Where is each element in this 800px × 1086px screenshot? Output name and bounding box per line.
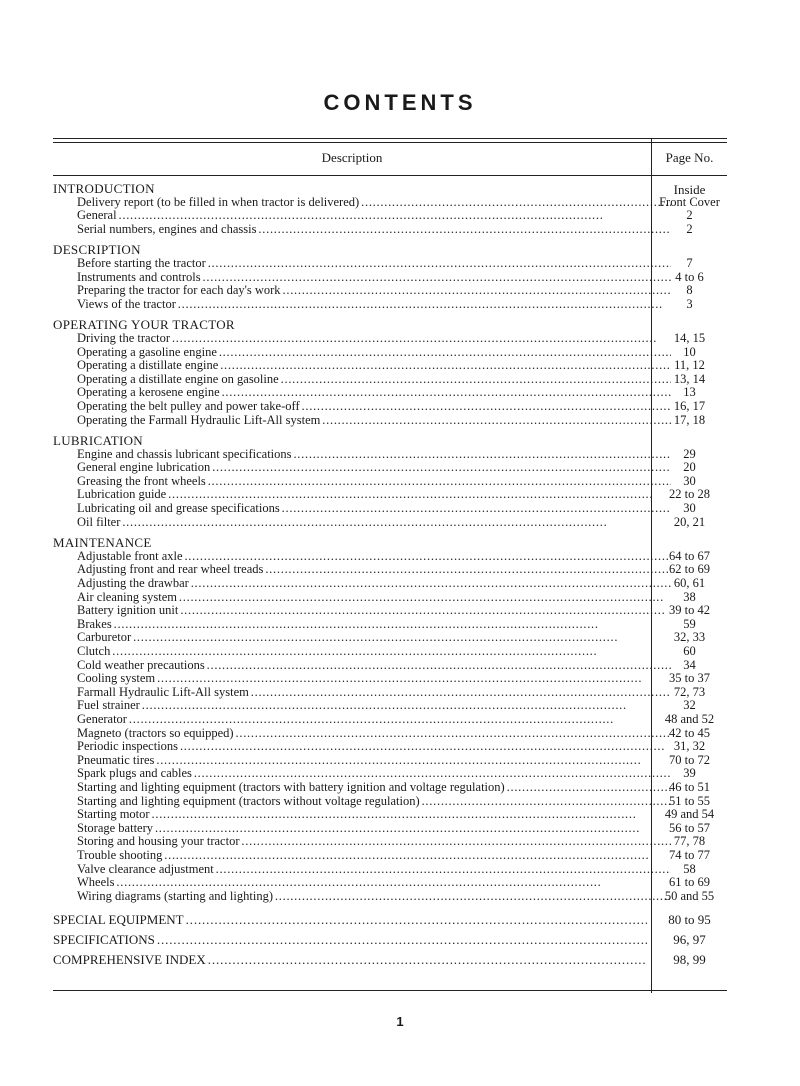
- toc-entry[interactable]: [53, 284, 727, 298]
- toc-entry-label: Pneumatic tires . . .: [53, 754, 671, 768]
- toc-entry[interactable]: [53, 767, 727, 781]
- toc-entry[interactable]: [53, 591, 727, 605]
- section-title: OPERATING YOUR TRACTOR: [53, 317, 235, 333]
- toc-entry-page: 62 to 69: [669, 562, 710, 577]
- toc-entry-page: 30: [683, 473, 696, 488]
- toc-entry-page: 38: [683, 589, 696, 604]
- toc-entry-label: Fuel strainer . . .: [53, 699, 671, 713]
- top-rule-1: [53, 138, 727, 139]
- toc-entry-label: Starting and lighting equipment (tractors without voltage regulation) . . .: [53, 795, 671, 809]
- toc-section-description: [53, 243, 727, 311]
- toc-entry-label: Oil filter . . .: [53, 516, 671, 530]
- toc-entry[interactable]: [53, 808, 727, 822]
- toc-entry-label: Greasing the front wheels . . .: [53, 475, 671, 489]
- toc-entry-page: 2: [686, 208, 693, 223]
- toc-top-entry-label: SPECIAL EQUIPMENT . . .: [53, 910, 647, 930]
- toc-entry-label: Trouble shooting . . .: [53, 849, 671, 863]
- toc-entry-page: 70 to 72: [669, 752, 710, 767]
- toc-entry-page: 32, 33: [673, 630, 706, 645]
- toc-entry[interactable]: [53, 373, 727, 387]
- toc-entry[interactable]: [53, 448, 727, 462]
- toc-top-entry-label: SPECIFICATIONS . . .: [53, 930, 647, 950]
- toc-entry-page: Front Cover: [659, 194, 720, 209]
- toc-entry-page: 29: [683, 446, 696, 461]
- toc-entry[interactable]: [53, 488, 727, 502]
- toc-top-entry[interactable]: [53, 950, 727, 970]
- toc-entry-page: 30: [683, 501, 696, 516]
- toc-entry[interactable]: [53, 332, 727, 346]
- bottom-rule: [53, 990, 727, 991]
- toc-entry-page: 49 and 54: [664, 807, 715, 822]
- toc-entry-page: 48 and 52: [664, 711, 715, 726]
- toc-entry-label: Engine and chassis lubricant specifications . . .: [53, 448, 671, 462]
- toc-entry[interactable]: [53, 740, 727, 754]
- toc-entry-page: 50 and 55: [664, 888, 715, 903]
- toc-entry[interactable]: [53, 890, 727, 904]
- toc-entry-label: Air cleaning system . . .: [53, 591, 671, 605]
- toc-entry-label: Storage battery . . .: [53, 822, 671, 836]
- section-heading-row: [53, 536, 727, 550]
- toc-entry-label: Operating a gasoline engine . . .: [53, 346, 671, 360]
- toc-entry-label: General . . .: [53, 209, 671, 223]
- toc-entry-label: Starting motor . . .: [53, 808, 671, 822]
- toc-section-operating-your-tractor: [53, 318, 727, 427]
- toc-entry[interactable]: [53, 461, 727, 475]
- toc-entry[interactable]: [53, 298, 727, 312]
- toc-entry-page: 60, 61: [673, 576, 706, 591]
- section-title: INTRODUCTION: [53, 181, 155, 196]
- toc-entry-label: Wheels . . .: [53, 876, 671, 890]
- toc-entry-page: 10: [683, 344, 696, 359]
- toc-entry-page: 42 to 45: [669, 725, 710, 740]
- toc-entry-label: Lubricating oil and grease specifications . . .: [53, 502, 671, 516]
- contents-table: [53, 138, 727, 993]
- toc-entry-label: Cooling system . . .: [53, 672, 671, 686]
- toc-top-entry-label: COMPREHENSIVE INDEX . . .: [53, 950, 647, 970]
- toc-entry[interactable]: [53, 400, 727, 414]
- toc-entry-page: 31, 32: [673, 739, 706, 754]
- toc-entry-page: 8: [686, 283, 693, 298]
- toc-entry[interactable]: [53, 876, 727, 890]
- toc-entry-label: Carburetor . . .: [53, 631, 671, 645]
- toc-entry-page: 16, 17: [673, 398, 706, 413]
- toc-entry-page: 58: [683, 861, 696, 876]
- toc-entry-page: 61 to 69: [669, 875, 710, 890]
- toc-entry-page: 20: [683, 460, 696, 475]
- toc-entry-page: 13, 14: [673, 371, 706, 386]
- toc-entry-page: 56 to 57: [669, 820, 710, 835]
- toc-entry[interactable]: [53, 754, 727, 768]
- toc-entry[interactable]: [53, 359, 727, 373]
- toc-entry-label: Serial numbers, engines and chassis . . .: [53, 223, 671, 237]
- toc-entry-label: Cold weather precautions . . .: [53, 659, 671, 673]
- toc-entry[interactable]: [53, 516, 727, 530]
- toc-entry-label: Battery ignition unit . . .: [53, 604, 671, 618]
- section-title: DESCRIPTION: [53, 242, 141, 258]
- toc-entry[interactable]: [53, 271, 727, 285]
- toc-entry[interactable]: [53, 209, 727, 223]
- toc-top-entry-page: 80 to 95: [668, 912, 711, 928]
- toc-entry-label: Brakes . . .: [53, 618, 671, 632]
- toc-entry[interactable]: [53, 713, 727, 727]
- section-heading-row: [53, 182, 727, 196]
- toc-entry[interactable]: [53, 577, 727, 591]
- toc-entry-label: Starting and lighting equipment (tractors with battery ignition and voltage regulation) . . .: [53, 781, 671, 795]
- toc-entry[interactable]: [53, 257, 727, 271]
- toc-entry-label: Instruments and controls . . .: [53, 271, 671, 285]
- toc-entry-page: 39 to 42: [669, 603, 710, 618]
- toc-body: [53, 182, 727, 970]
- toc-entry[interactable]: [53, 645, 727, 659]
- top-rule-2: [53, 142, 727, 143]
- toc-entry-page: 2: [686, 221, 693, 236]
- toc-entry-page: 32: [683, 698, 696, 713]
- toc-entry[interactable]: [53, 604, 727, 618]
- toc-entry[interactable]: [53, 835, 727, 849]
- toc-entry[interactable]: [53, 672, 727, 686]
- toc-entry[interactable]: [53, 475, 727, 489]
- toc-entry-page: 3: [686, 296, 693, 311]
- toc-entry-label: Generator . . .: [53, 713, 671, 727]
- toc-entry-page: 64 to 67: [669, 548, 710, 563]
- toc-entry-label: Wiring diagrams (starting and lighting) . . .: [53, 890, 671, 904]
- section-title-page: Inside: [673, 182, 706, 197]
- page-title: CONTENTS: [323, 90, 477, 115]
- toc-entry[interactable]: [53, 346, 727, 360]
- toc-entry[interactable]: [53, 631, 727, 645]
- header-rule: [53, 175, 727, 176]
- toc-entry-label: Operating the Farmall Hydraulic Lift-All system . . .: [53, 414, 671, 428]
- toc-entry-label: Adjusting the drawbar . . .: [53, 577, 671, 591]
- toc-entry-page: 72, 73: [673, 684, 706, 699]
- toc-entry-page: 35 to 37: [669, 671, 710, 686]
- toc-entry-label: Before starting the tractor . . .: [53, 257, 671, 271]
- toc-entry[interactable]: [53, 822, 727, 836]
- toc-entry-page: 22 to 28: [669, 487, 710, 502]
- toc-entry-label: Operating the belt pulley and power take-off . . .: [53, 400, 671, 414]
- toc-entry[interactable]: [53, 196, 727, 210]
- toc-entry-label: Farmall Hydraulic Lift-All system . . .: [53, 686, 671, 700]
- toc-entry-label: Periodic inspections . . .: [53, 740, 671, 754]
- toc-entry[interactable]: [53, 781, 727, 795]
- toc-entry[interactable]: [53, 699, 727, 713]
- toc-section-introduction: [53, 182, 727, 236]
- section-heading-row: [53, 318, 727, 332]
- toc-section-maintenance: [53, 536, 727, 903]
- toc-top-entry[interactable]: [53, 930, 727, 950]
- toc-entry-label: Adjustable front axle . . .: [53, 550, 671, 564]
- toc-entry-page: 59: [683, 616, 696, 631]
- toc-entry-label: Storing and housing your tractor . . .: [53, 835, 671, 849]
- toc-entry-label: Driving the tractor . . .: [53, 332, 671, 346]
- toc-entry-page: 17, 18: [673, 412, 706, 427]
- toc-entry-label: Valve clearance adjustment . . .: [53, 863, 671, 877]
- toc-entry-page: 60: [683, 644, 696, 658]
- page-number: 1: [396, 1014, 404, 1029]
- toc-entry[interactable]: [53, 686, 727, 700]
- toc-entry-label: Magneto (tractors so equipped) . . .: [53, 727, 671, 741]
- toc-entry-page: 51 to 55: [669, 793, 710, 808]
- toc-entry-label: Operating a kerosene engine . . .: [53, 386, 671, 400]
- toc-entry-page: 20, 21: [673, 514, 706, 529]
- section-title: MAINTENANCE: [53, 535, 152, 551]
- toc-entry[interactable]: [53, 849, 727, 863]
- toc-entry-page: 14, 15: [673, 330, 706, 345]
- toc-entry[interactable]: [53, 563, 727, 577]
- page-column-header: Page No.: [665, 150, 714, 165]
- toc-section-lubrication: [53, 434, 727, 529]
- toc-top-entry-page: 96, 97: [673, 932, 706, 948]
- toc-entry-page: 74 to 77: [669, 847, 710, 862]
- toc-top-entry-page: 98, 99: [673, 952, 706, 968]
- toc-entry-page: 13: [683, 385, 696, 400]
- toc-top-entry[interactable]: [53, 910, 727, 930]
- toc-entry-page: 34: [683, 657, 696, 672]
- toc-entry-page: 7: [686, 255, 693, 270]
- toc-entry-label: Lubrication guide . . .: [53, 488, 671, 502]
- section-heading-row: [53, 434, 727, 448]
- toc-entry-label: Views of the tractor . . .: [53, 298, 671, 312]
- toc-entry[interactable]: [53, 502, 727, 516]
- toc-entry[interactable]: [53, 795, 727, 809]
- toc-entry-label: General engine lubrication . . .: [53, 461, 671, 475]
- description-column-header: Description: [321, 150, 383, 165]
- toc-entry[interactable]: [53, 727, 727, 741]
- toc-entry[interactable]: [53, 386, 727, 400]
- toc-entry-label: Operating a distillate engine on gasoline . . .: [53, 373, 671, 387]
- toc-entry[interactable]: [53, 414, 727, 428]
- toc-entry-page: 77, 78: [673, 834, 706, 849]
- toc-entry-page: 39: [683, 766, 696, 781]
- toc-entry-label: Preparing the tractor for each day's work . . .: [53, 284, 671, 298]
- toc-entry[interactable]: [53, 550, 727, 564]
- toc-entry[interactable]: [53, 618, 727, 632]
- toc-entry[interactable]: [53, 223, 727, 237]
- toc-entry[interactable]: [53, 659, 727, 673]
- toc-entry-label: Adjusting front and rear wheel treads . . .: [53, 563, 671, 577]
- toc-entry-page: 11, 12: [674, 358, 705, 373]
- section-heading-row: [53, 243, 727, 257]
- toc-entry-page: 4 to 6: [675, 269, 704, 284]
- toc-entry-label: Clutch . . .: [53, 645, 671, 659]
- toc-entry-label: Spark plugs and cables . . .: [53, 767, 671, 781]
- toc-entry-page: 46 to 51: [669, 779, 710, 794]
- toc-entry[interactable]: [53, 863, 727, 877]
- toc-entry-label: Operating a distillate engine . . .: [53, 359, 671, 373]
- toc-entry-label: Delivery report (to be filled in when tractor is delivered) . . .: [53, 196, 671, 210]
- section-title: LUBRICATION: [53, 433, 143, 449]
